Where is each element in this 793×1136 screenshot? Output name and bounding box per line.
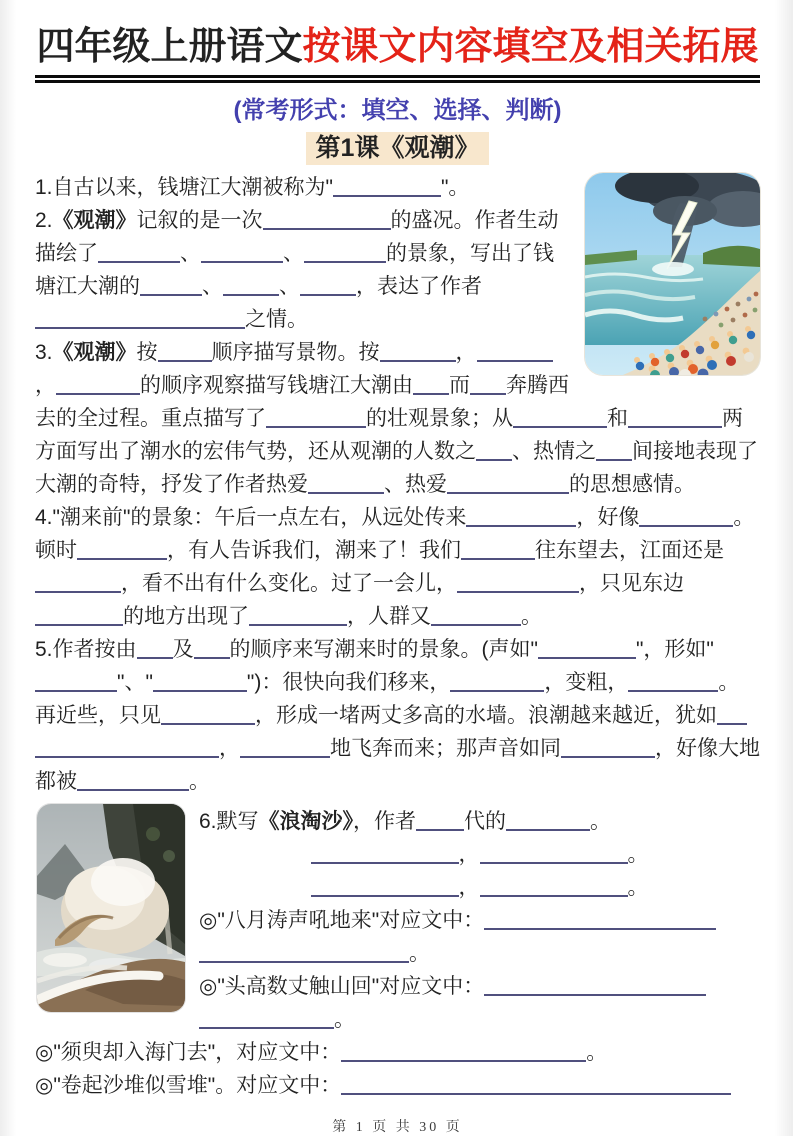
text-run: 。 <box>334 1007 355 1031</box>
text-run: ， <box>458 842 480 866</box>
text-run: 、 <box>279 274 300 298</box>
text-run: ◎"卷起沙堆似雪堆"。对应文中： <box>35 1073 342 1097</box>
text-run: 的壮观景象；从 <box>366 406 513 430</box>
lesson-heading-highlight: 第1课《观潮》 <box>306 132 490 165</box>
text-run: 3. <box>35 340 53 364</box>
blank-line <box>470 375 506 395</box>
text-run: ， <box>35 373 56 397</box>
blank-line <box>304 243 386 263</box>
blank-line <box>263 210 391 230</box>
text-run: 的顺序观察描写钱塘江大潮由 <box>140 373 413 397</box>
blank-line <box>240 738 330 758</box>
text-run: 的地方出现了 <box>123 604 249 628</box>
text-run: ◎"须臾却入海门去"，对应文中： <box>35 1040 342 1064</box>
bold-text-run: 《观潮》 <box>52 340 137 364</box>
blank-line <box>416 811 464 831</box>
blank-line <box>140 276 202 296</box>
blank-line <box>300 276 356 296</box>
blank-line <box>137 639 173 659</box>
text-run: ")：很快向我们移来， <box>246 670 451 694</box>
blank-line <box>308 474 384 494</box>
blank-line <box>639 507 733 527</box>
text-run: 奔腾西去的全过程。重点描写了 <box>35 373 569 430</box>
text-run: 。 <box>627 842 649 866</box>
text-run: 6.默写 <box>199 809 259 833</box>
text-run: ◎"头高数丈触山回"对应文中： <box>199 974 485 998</box>
text-run: 5.作者按由 <box>35 637 137 661</box>
text-run: ，看不出有什么变化。过了一会儿， <box>121 571 457 595</box>
blank-line <box>199 943 409 963</box>
text-run: ，变粗， <box>544 670 629 694</box>
text-run: ，好像大地都被 <box>35 736 760 793</box>
text-run: 、 <box>283 241 304 265</box>
blank-line <box>158 342 212 362</box>
bold-text-run: 《浪淘沙》 <box>258 809 354 833</box>
blank-line <box>56 375 140 395</box>
text-run: 之情。 <box>245 307 308 331</box>
blank-line <box>266 408 366 428</box>
text-run: 和 <box>607 406 628 430</box>
blank-line <box>35 309 163 329</box>
blank-line <box>201 243 283 263</box>
text-run: 往东望去，江面还是 <box>535 538 724 562</box>
blank-line <box>513 408 607 428</box>
text-run: 代的 <box>464 809 507 833</box>
blank-line <box>447 474 569 494</box>
blank-line <box>199 1009 334 1029</box>
text-run: 的思想感情。 <box>569 472 695 496</box>
title-black-part: 四年级上册语文 <box>36 26 303 68</box>
blank-line <box>628 408 722 428</box>
text-run: 、 <box>180 241 201 265</box>
text-run: 、热情之 <box>512 439 596 463</box>
blank-line <box>466 507 576 527</box>
blank-line <box>413 375 449 395</box>
wave-photo-svg <box>37 804 185 1012</box>
followup-3 <box>35 1036 760 1069</box>
blank-line <box>628 672 718 692</box>
text-run: ， <box>455 340 477 364</box>
blank-line <box>380 342 456 362</box>
text-run: 顺序描写景物。按 <box>211 340 380 364</box>
blank-line <box>480 844 628 864</box>
blank-line <box>596 441 632 461</box>
blank-line <box>35 672 117 692</box>
blank-line <box>35 606 123 626</box>
blank-line <box>249 606 347 626</box>
text-run: 记叙的是一次 <box>136 208 263 232</box>
text-run: "、" <box>117 670 153 694</box>
blank-line <box>431 606 521 626</box>
text-run: 。 <box>409 941 430 965</box>
text-run: 。 <box>627 875 649 899</box>
tide-illustration-svg <box>585 173 760 375</box>
text-run: 的顺序来写潮来时的景象。(声如" <box>229 637 538 661</box>
followup-4 <box>35 1069 760 1102</box>
wave-crash-photo <box>37 804 185 1012</box>
text-run: ，形成一堵两丈多高的水墙。浪潮越来越近，犹如 <box>255 703 717 727</box>
page-number: 第 1 页 共 30 页 <box>332 1119 463 1135</box>
text-run: 而 <box>449 373 470 397</box>
text-run: 。 <box>586 1040 608 1064</box>
text-run: 。 <box>189 769 210 793</box>
text-run: 2. <box>35 208 53 232</box>
blank-line <box>457 573 579 593</box>
text-run: ◎"八月涛声吼地来"对应文中： <box>199 908 485 932</box>
page-footer <box>35 1116 760 1136</box>
title-red-part: 按课文内容填空及相关拓展 <box>302 26 759 68</box>
text-run: 。 <box>521 604 542 628</box>
blank-line <box>341 1075 731 1095</box>
subtitle: (常考形式：填空、选择、判断) <box>233 96 562 124</box>
worksheet-content <box>35 171 760 1102</box>
text-run: ，好像 <box>576 505 640 529</box>
text-run: 间接地表现了大潮的奇特，抒发了作者热爱 <box>35 439 758 496</box>
text-run: ，人群又 <box>347 604 431 628</box>
blank-line <box>194 639 230 659</box>
text-run: ，表达了作者 <box>356 274 482 298</box>
lesson-heading <box>35 128 760 164</box>
blank-line <box>153 672 247 692</box>
blank-line <box>163 309 245 329</box>
text-run: 的盛况。作者生动描绘了 <box>35 208 559 265</box>
blank-line <box>311 844 459 864</box>
text-run: 两方面写出了潮水的宏伟气势，还从观潮的人数之 <box>35 406 743 463</box>
blank-line <box>450 672 544 692</box>
blank-line <box>480 877 628 897</box>
blank-line <box>77 771 189 791</box>
question-5 <box>35 633 760 798</box>
blank-line <box>538 639 636 659</box>
text-run: 。再近些，只见 <box>35 670 740 727</box>
blank-line <box>35 573 121 593</box>
tide-watching-illustration <box>585 173 760 375</box>
blank-line <box>717 705 747 725</box>
blank-line <box>333 177 441 197</box>
blank-line <box>476 441 512 461</box>
text-run: ，作者 <box>353 809 417 833</box>
blank-line <box>77 540 167 560</box>
question-4 <box>35 501 760 633</box>
blank-line <box>161 705 255 725</box>
blank-line <box>341 1042 586 1062</box>
blank-line <box>223 276 279 296</box>
text-run: 地飞奔而来；那声音如同 <box>330 736 561 760</box>
text-run: 、热爱 <box>384 472 447 496</box>
text-run: 。顿时 <box>35 505 755 562</box>
text-run: ， <box>458 875 480 899</box>
text-run: 的景象，写出了钱塘江大潮的 <box>35 241 554 298</box>
blank-line <box>484 976 706 996</box>
text-run: 4."潮来前"的景象：午后一点左右，从远处传来 <box>35 505 467 529</box>
blank-line <box>477 342 553 362</box>
blank-line <box>35 738 219 758</box>
text-run: 、 <box>202 274 223 298</box>
blank-line <box>98 243 180 263</box>
text-run: ，只见东边 <box>579 571 684 595</box>
blank-line <box>484 910 716 930</box>
text-run: ，有人告诉我们，潮来了！我们 <box>167 538 461 562</box>
blank-line <box>561 738 655 758</box>
text-run: ， <box>219 736 240 760</box>
text-run: "，形如" <box>635 637 714 661</box>
bold-text-run: 《观潮》 <box>52 208 137 232</box>
text-run: 1.自古以来，钱塘江大潮被称为" <box>35 175 333 199</box>
text-run: "。 <box>440 175 470 199</box>
page-title <box>35 26 760 83</box>
blank-line <box>311 877 459 897</box>
text-run: 按 <box>136 340 158 364</box>
blank-line <box>461 540 535 560</box>
blank-line <box>506 811 590 831</box>
text-run: 。 <box>590 809 612 833</box>
text-run: 及 <box>172 637 194 661</box>
